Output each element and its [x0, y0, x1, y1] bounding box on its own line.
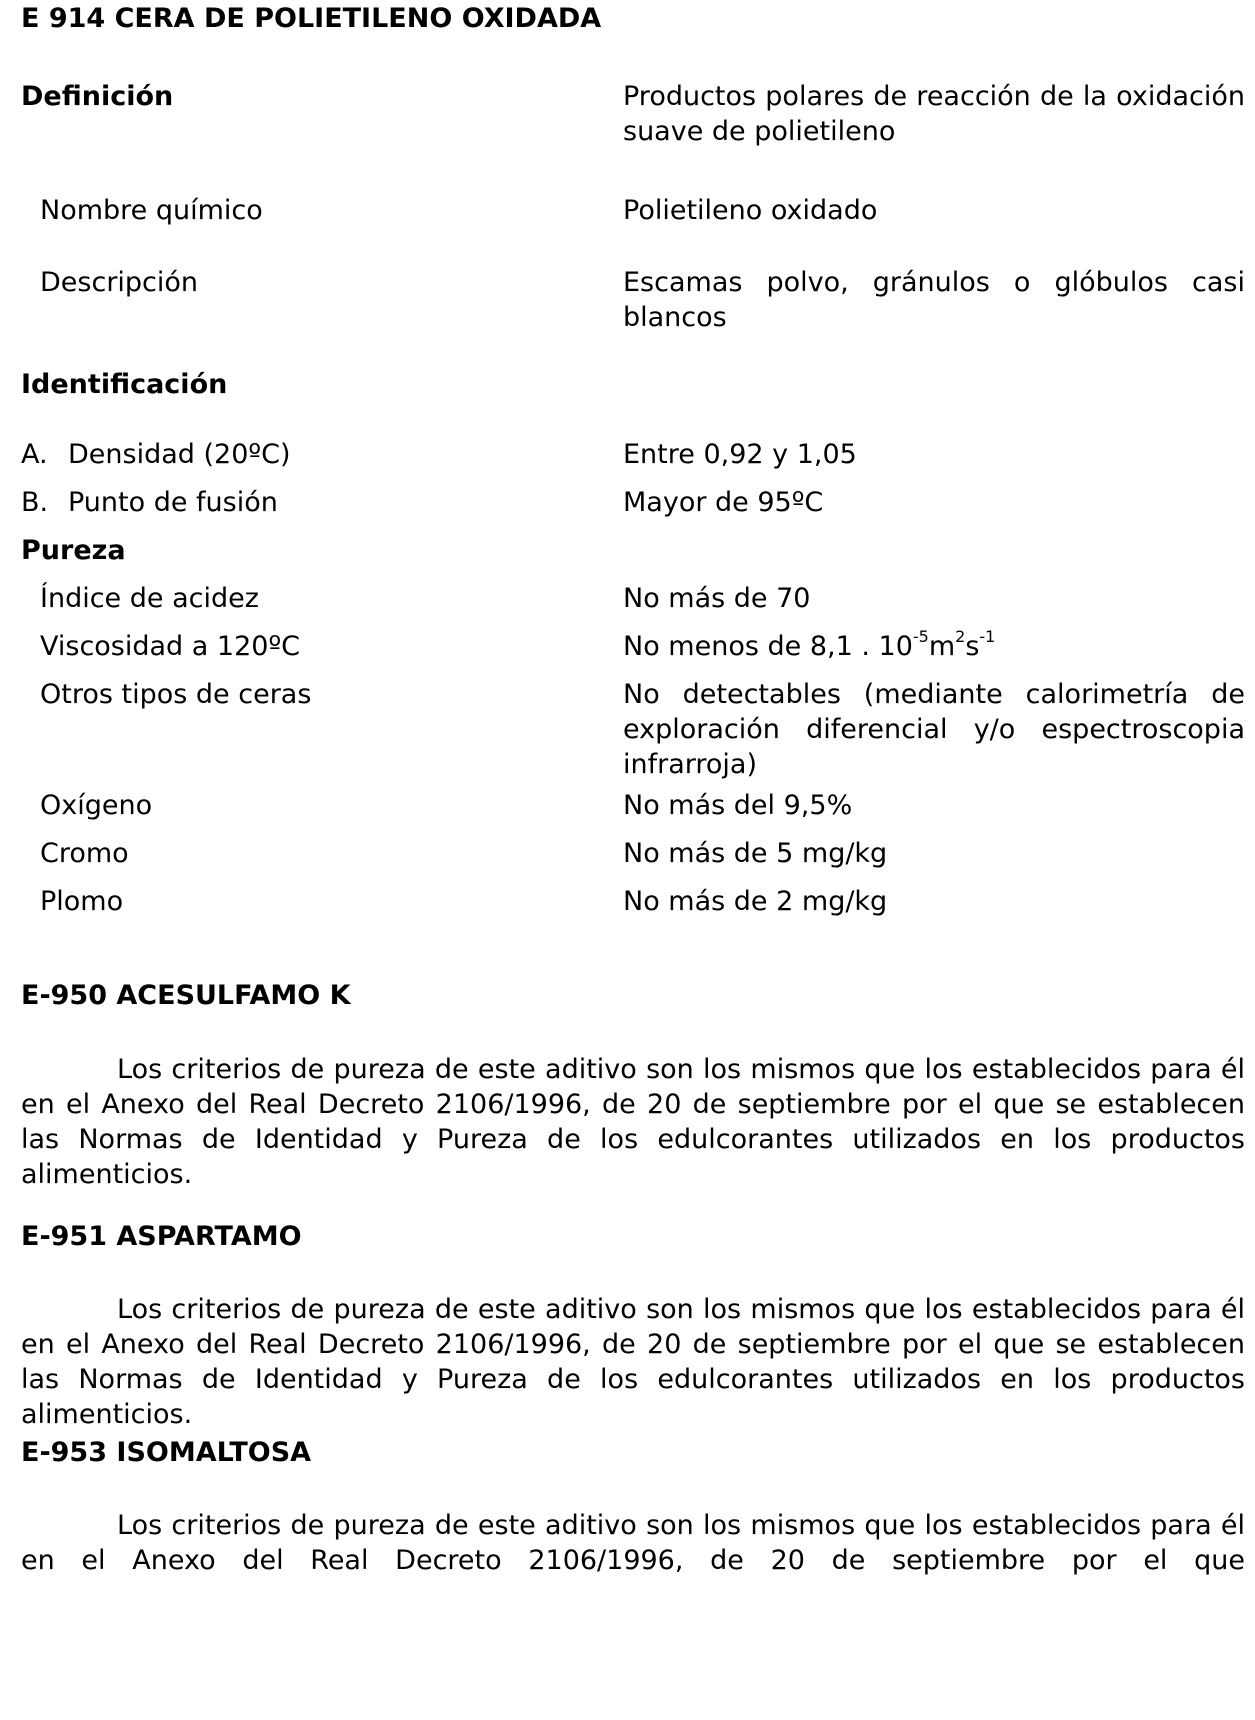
densidad-label: Densidad (20ºC) — [68, 439, 291, 470]
plomo-label: Plomo — [40, 886, 124, 917]
plomo-value: No más de 2 mg/kg — [623, 886, 888, 917]
definicion-value: Productos polares de reacción de la oxidación suave de polietileno — [623, 81, 1245, 147]
viscosidad-value — [623, 629, 1245, 664]
viscosidad-value-main: No menos de 8,1 . 10 — [623, 631, 913, 662]
e914-heading: E 914 CERA DE POLIETILENO OXIDADA — [21, 3, 602, 34]
oxigeno-value: No más del 9,5% — [623, 790, 853, 821]
oxigeno-label: Oxígeno — [40, 790, 153, 821]
punto-fusion-label: Punto de fusión — [68, 487, 278, 518]
nombre-quimico-label: Nombre químico — [40, 195, 263, 226]
viscosidad-label: Viscosidad a 120ºC — [40, 631, 301, 662]
viscosidad-exponent: -1 — [979, 627, 996, 646]
otras-ceras-label: Otros tipos de ceras — [40, 679, 312, 710]
identificacion-item-marker: B. — [21, 487, 49, 518]
acidez-value: No más de 70 — [623, 583, 811, 614]
e953-text: Los criterios de pureza de este aditivo son los mismos que los establecidos para él en el Anexo del Real Decreto 2106/1996, de 20 de septiembre por el que — [21, 1510, 1245, 1576]
descripcion-label: Descripción — [40, 267, 199, 298]
viscosidad-exponent: 2 — [955, 627, 966, 646]
cromo-value: No más de 5 mg/kg — [623, 838, 888, 869]
viscosidad-unit: s — [965, 631, 980, 662]
e950-paragraph — [21, 1052, 1245, 1192]
e953-paragraph — [21, 1508, 1245, 1578]
e950-heading: E-950 ACESULFAMO K — [21, 980, 351, 1011]
acidez-label: Índice de acidez — [40, 583, 259, 614]
viscosidad-exponent: -5 — [912, 627, 929, 646]
viscosidad-unit: m — [928, 631, 956, 662]
e951-paragraph — [21, 1292, 1245, 1432]
otras-ceras-value: No detectables (mediante calorimetría de exploración diferencial y/o espectroscopia infrarroja) — [623, 679, 1245, 780]
e950-text: Los criterios de pureza de este aditivo son los mismos que los establecidos para él en el Anexo del Real Decreto 2106/1996, de 20 de septiembre por el que se establecen las Normas de Identidad y Pureza de los edulcorantes utilizados en los productos alimenticios. — [21, 1054, 1245, 1190]
identificacion-heading: Identificación — [21, 369, 228, 400]
nombre-quimico-value: Polietileno oxidado — [623, 195, 878, 226]
e953-heading: E-953 ISOMALTOSA — [21, 1437, 312, 1468]
e951-heading: E-951 ASPARTAMO — [21, 1221, 302, 1252]
descripcion-value: Escamas polvo, gránulos o glóbulos casi blancos — [623, 267, 1245, 333]
e951-text: Los criterios de pureza de este aditivo son los mismos que los establecidos para él en el Anexo del Real Decreto 2106/1996, de 20 de septiembre por el que se establecen las Normas de Identidad y Pureza de los edulcorantes utilizados en los productos alimenticios. — [21, 1294, 1245, 1430]
cromo-label: Cromo — [40, 838, 129, 869]
pureza-heading: Pureza — [21, 535, 126, 566]
definicion-label: Definición — [21, 81, 174, 112]
identificacion-item-marker: A. — [21, 439, 48, 470]
densidad-value: Entre 0,92 y 1,05 — [623, 439, 857, 470]
punto-fusion-value: Mayor de 95ºC — [623, 487, 824, 518]
